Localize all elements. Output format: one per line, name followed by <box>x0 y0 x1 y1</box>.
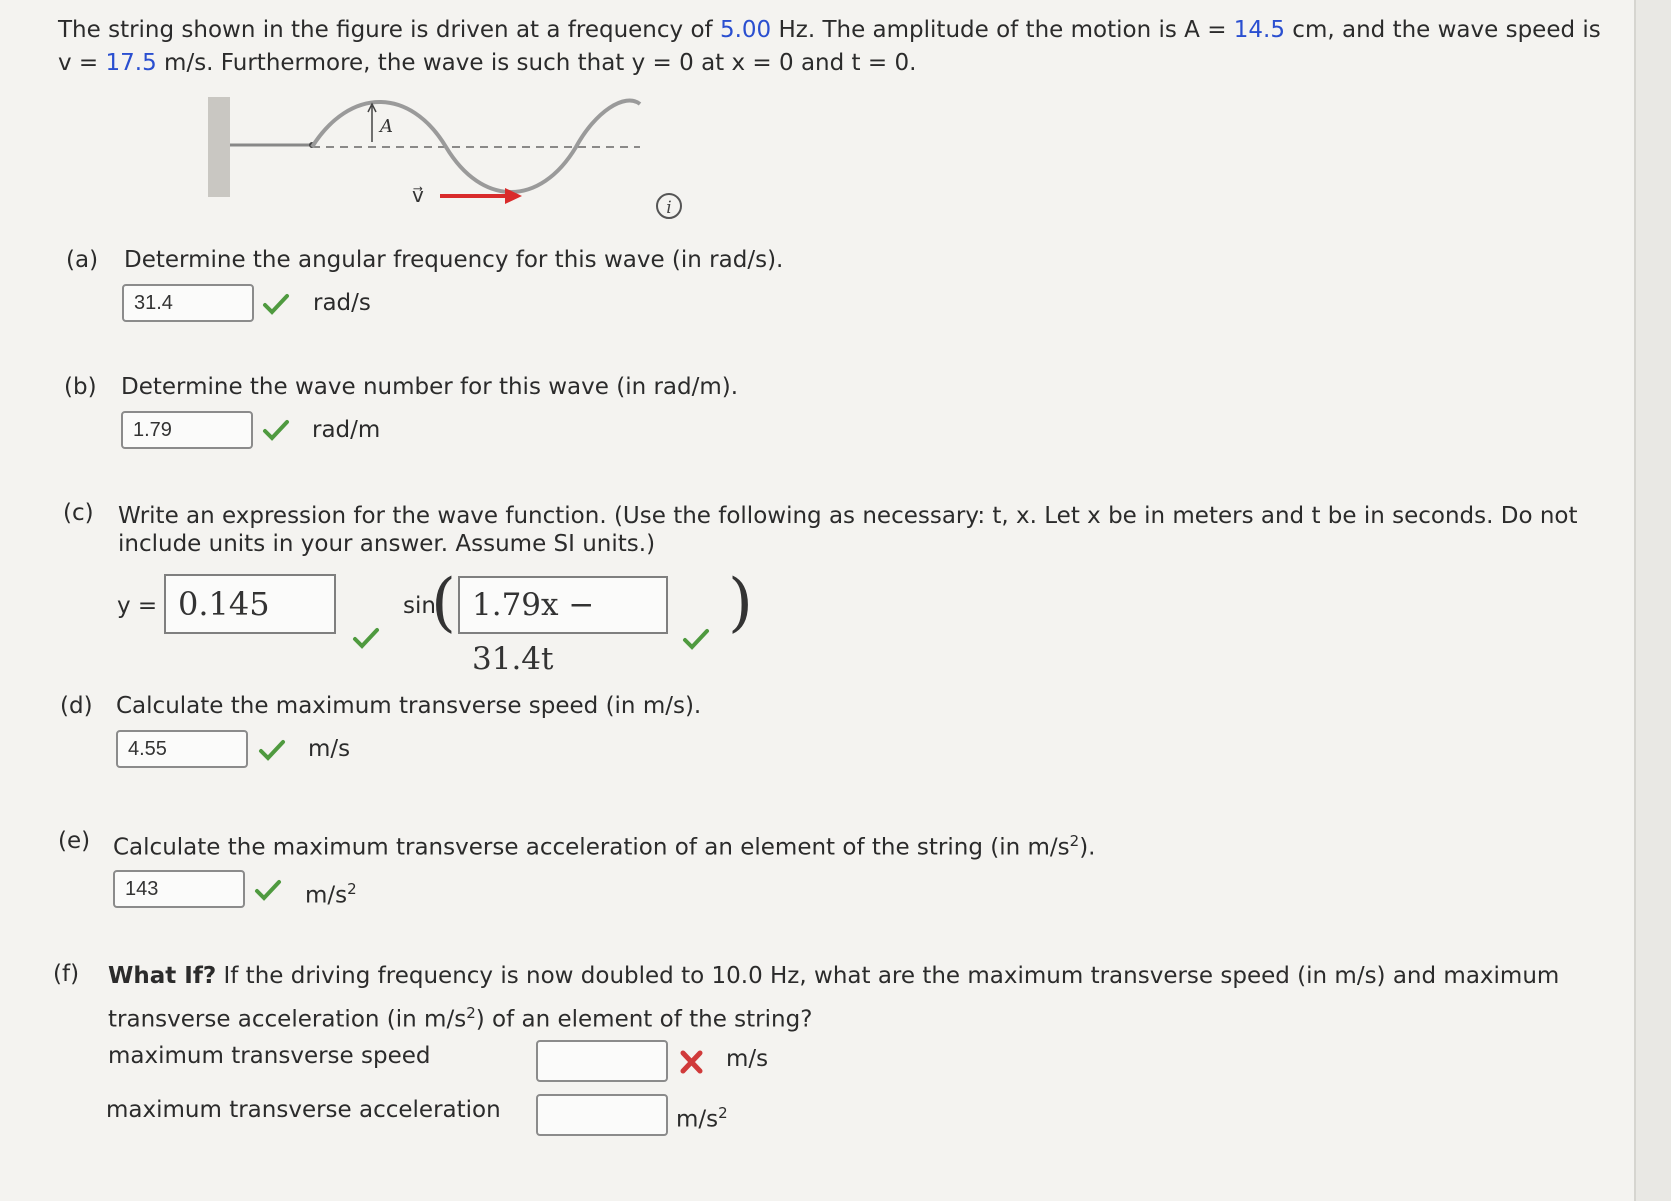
part-c-question-line-1: Write an expression for the wave function. (Use the following as necessary: t, x. Let x be in meters and t be in seconds. Do not <box>118 503 1578 529</box>
part-e-question-text: ). <box>1079 834 1096 861</box>
max-acceleration-unit <box>676 1098 728 1135</box>
part-a-question: Determine the angular frequency for this wave (in rad/s). <box>124 247 784 273</box>
superscript: 2 <box>718 1104 728 1122</box>
open-paren: ( <box>431 566 456 640</box>
frequency-value: 5.00 <box>719 17 772 43</box>
check-icon <box>682 627 710 651</box>
velocity-label: v⃗ <box>412 183 424 207</box>
part-c-amplitude-input[interactable]: 0.145 <box>164 574 336 634</box>
part-f-question-text: If the driving frequency is now doubled to 10.0 Hz, what are the maximum transverse speed (in m/s) and maximum <box>216 963 1560 989</box>
sin-label: sin <box>403 593 436 619</box>
part-f-question-text: transverse acceleration (in m/s <box>108 1006 467 1033</box>
part-f-question-line-1 <box>108 960 1559 993</box>
superscript: 2 <box>1069 832 1080 850</box>
intro-text: m/s. Furthermore, the wave is such that y = 0 at x = 0 and t = 0. <box>156 50 917 76</box>
wave-figure <box>200 92 660 222</box>
part-d-question: Calculate the maximum transverse speed (in m/s). <box>116 693 702 719</box>
superscript: 2 <box>466 1004 476 1022</box>
close-paren: ) <box>728 566 753 640</box>
part-a-unit: rad/s <box>313 290 371 316</box>
check-icon <box>262 292 290 316</box>
amplitude-label: A <box>380 116 393 137</box>
intro-text: v = <box>58 50 106 76</box>
part-f-label: (f) <box>53 961 80 987</box>
intro-line-2 <box>58 47 916 80</box>
part-d-unit: m/s <box>308 736 351 762</box>
part-f-question-line-2 <box>108 997 812 1037</box>
max-acceleration-input[interactable] <box>536 1094 668 1136</box>
part-e-question-text: Calculate the maximum transverse acceleration of an element of the string (in m/s <box>113 834 1070 861</box>
check-icon <box>262 418 290 442</box>
intro-text: The string shown in the figure is driven at a frequency of <box>58 17 720 43</box>
part-e-label: (e) <box>58 828 91 854</box>
part-b-answer-input[interactable]: 1.79 <box>121 411 253 449</box>
intro-text: cm, and the wave speed is <box>1285 17 1601 43</box>
part-b-label: (b) <box>64 374 97 400</box>
wall-support <box>208 97 230 197</box>
intro-text: Hz. The amplitude of the motion is A = <box>771 17 1234 43</box>
speed-value: 17.5 <box>105 50 157 76</box>
part-e-answer-input[interactable]: 143 <box>113 870 245 908</box>
unit-text: m/s <box>305 882 348 909</box>
part-d-label: (d) <box>60 693 93 719</box>
info-icon[interactable]: i <box>656 193 682 219</box>
part-e-unit <box>305 874 357 911</box>
part-a-label: (a) <box>66 247 99 273</box>
check-icon <box>352 626 380 650</box>
max-acceleration-label: maximum transverse acceleration <box>106 1097 501 1123</box>
amplitude-value: 14.5 <box>1233 17 1285 43</box>
part-c-question-line-2: include units in your answer. Assume SI units.) <box>118 531 656 557</box>
part-b-unit: rad/m <box>312 417 381 443</box>
part-c-argument-input[interactable]: 1.79x − 31.4t <box>458 576 668 634</box>
check-icon <box>258 738 286 762</box>
part-f-question-text: ) of an element of the string? <box>475 1006 813 1033</box>
part-a-answer-input[interactable]: 31.4 <box>122 284 254 322</box>
max-speed-unit: m/s <box>726 1046 769 1072</box>
what-if-heading: What If? <box>108 963 217 989</box>
cross-icon <box>678 1050 706 1074</box>
part-e-question <box>113 825 1096 865</box>
part-d-answer-input[interactable]: 4.55 <box>116 730 248 768</box>
unit-text: m/s <box>676 1106 719 1133</box>
max-speed-label: maximum transverse speed <box>108 1043 431 1069</box>
y-equals-label: y = <box>117 593 158 619</box>
intro-line-1 <box>58 14 1601 47</box>
max-speed-input[interactable] <box>536 1040 668 1082</box>
part-c-label: (c) <box>63 500 94 526</box>
check-icon <box>254 878 282 902</box>
part-b-question: Determine the wave number for this wave (in rad/m). <box>121 374 739 400</box>
superscript: 2 <box>347 880 357 898</box>
